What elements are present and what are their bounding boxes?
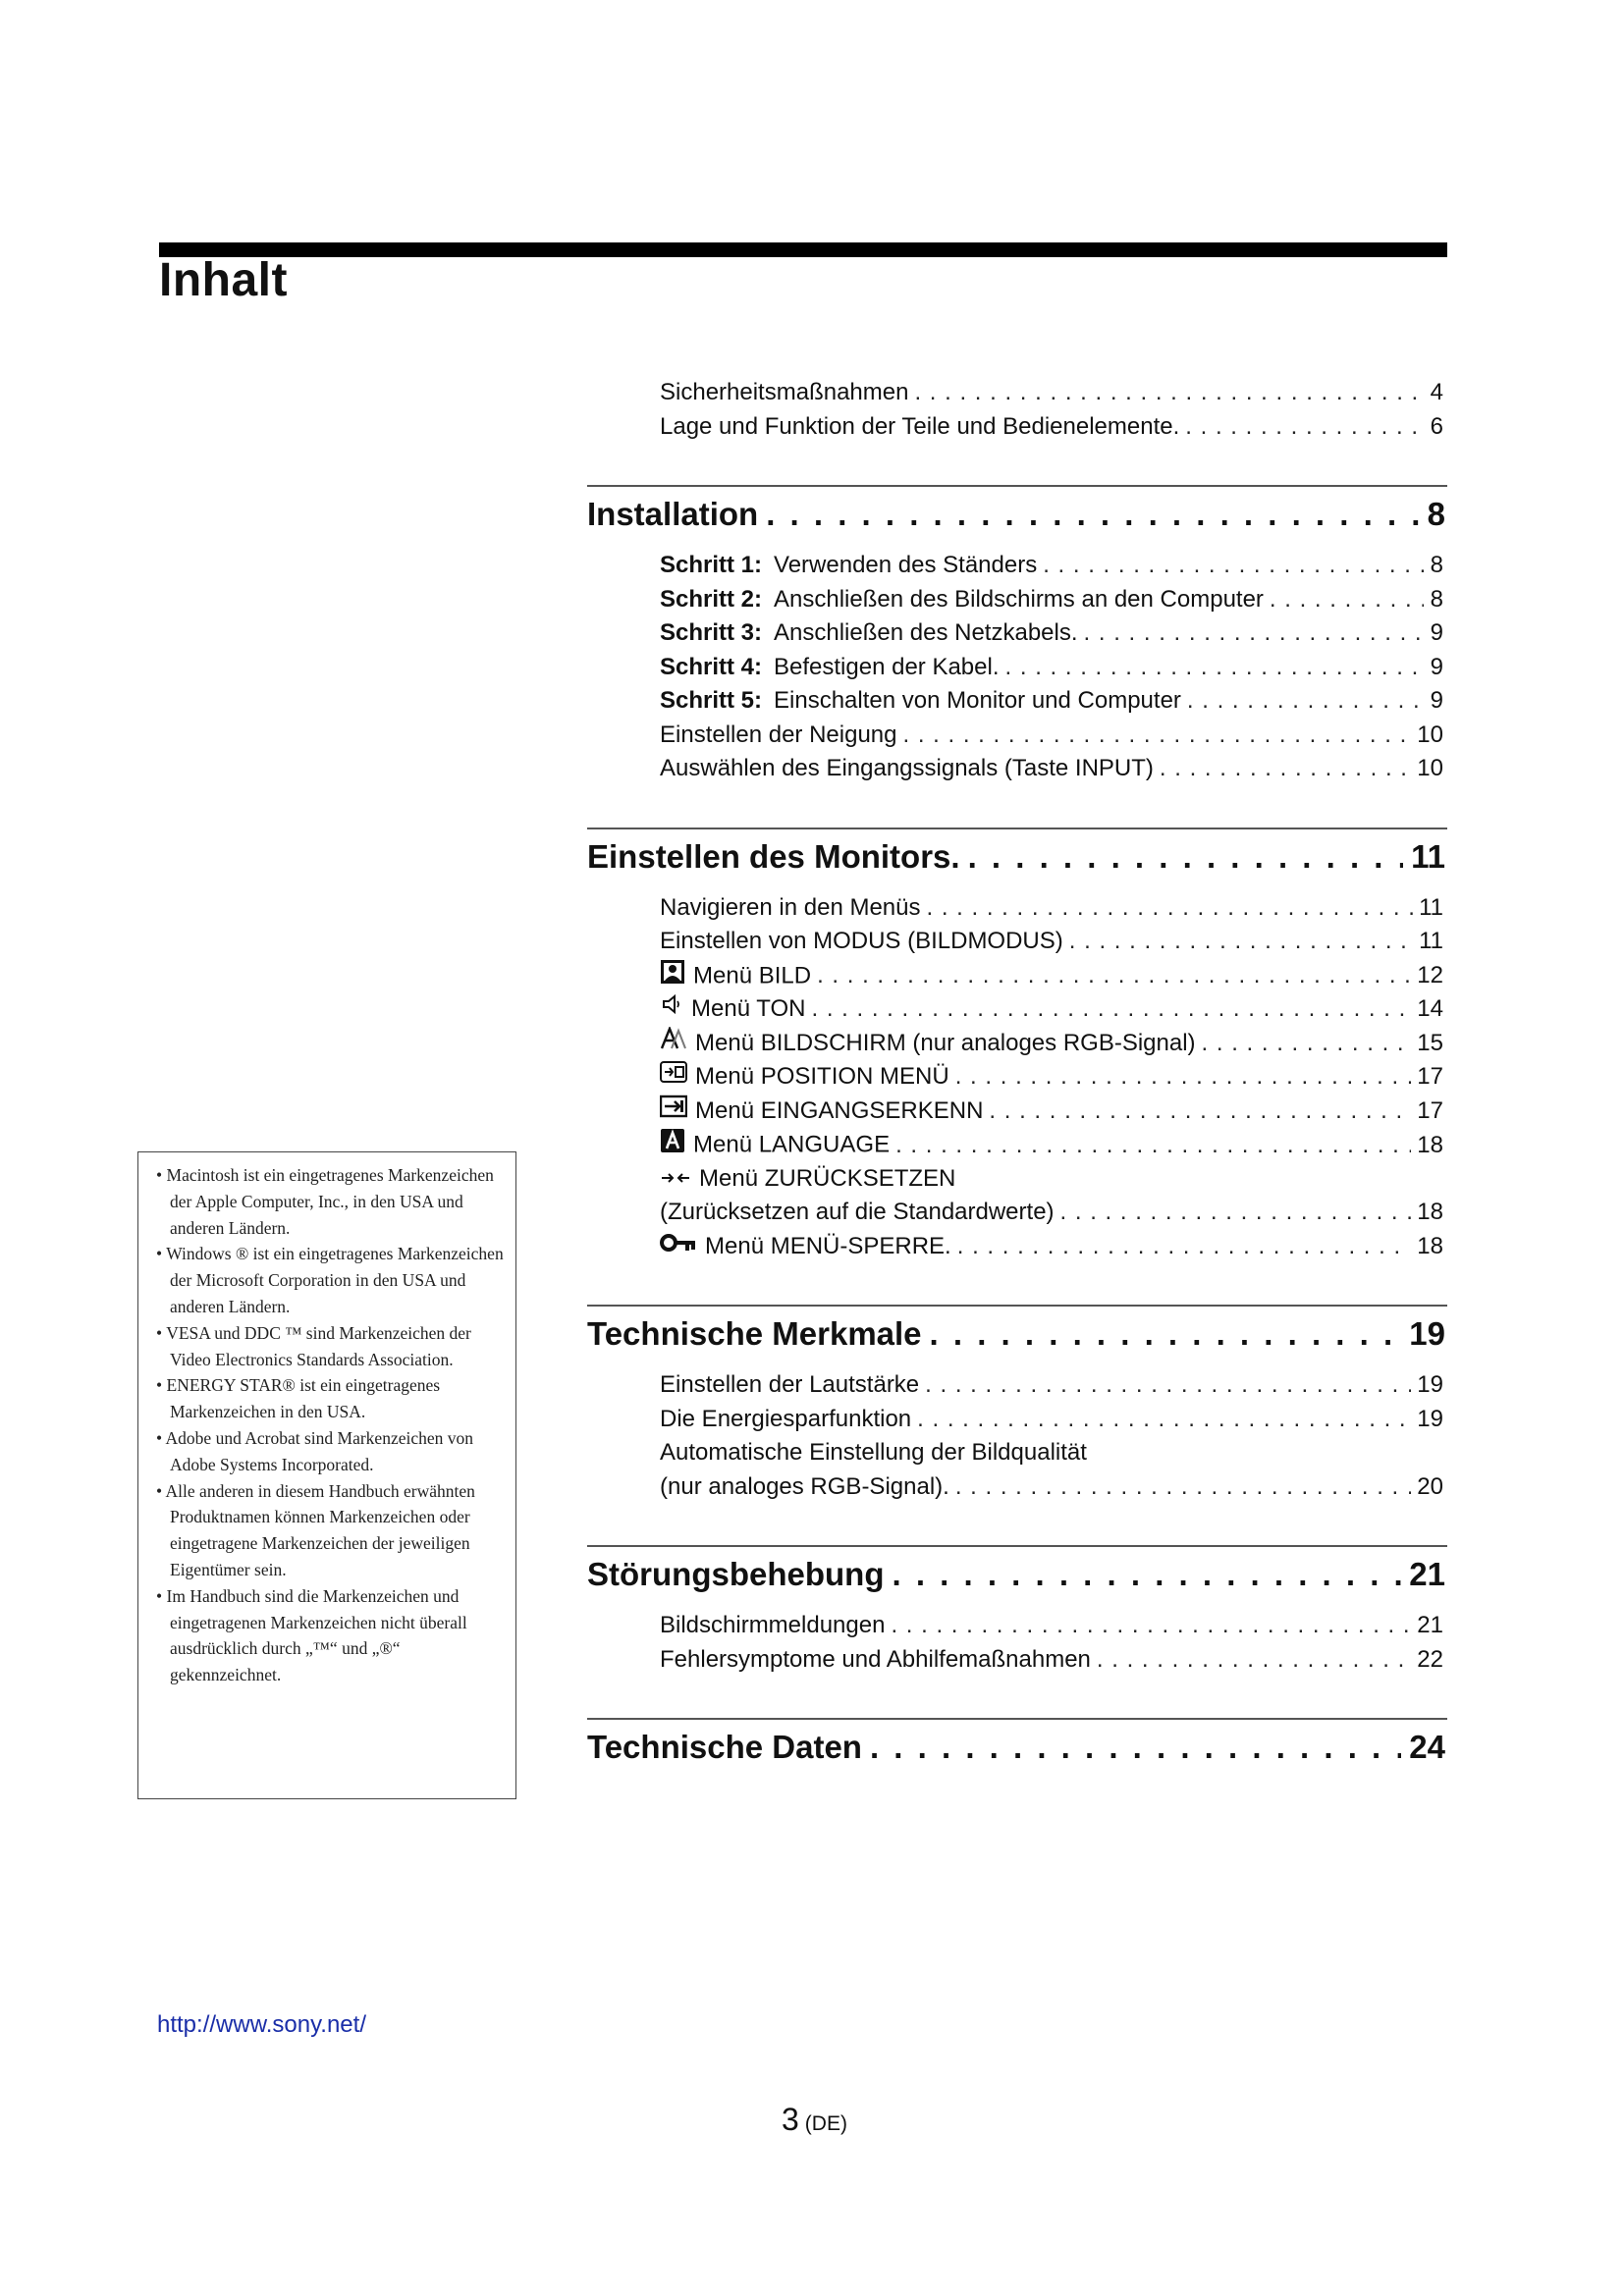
toc-entry-text: Menü POSITION MENÜ (695, 1063, 949, 1090)
toc-page-number: 19 (1417, 1405, 1443, 1432)
toc-entry-text: Einstellen von MODUS (BILDMODUS) (660, 928, 1063, 954)
dot-leader (1043, 549, 1424, 583)
reset-icon (660, 1162, 691, 1197)
trademark-list (152, 1162, 506, 1688)
toc-entry-text: Anschließen des Bildschirms an den Computer (774, 585, 1264, 613)
toc-entry-label (660, 583, 1264, 617)
toc-entry-label (660, 1128, 890, 1164)
toc-entry[interactable] (587, 752, 1447, 786)
toc-entry-text: Fehlersymptome und Abhilfemaßnahmen (660, 1645, 1091, 1673)
toc-entry-text: Menü BILD (693, 962, 812, 989)
toc-entry-text: Menü TON (691, 995, 806, 1022)
toc-entry-text: Menü MENÜ-SPERRE. (705, 1232, 951, 1259)
toc-page-number: 9 (1430, 653, 1443, 680)
trademark-item: • Adobe und Acrobat sind Markenzeichen von Adobe Systems Incorporated. (152, 1425, 506, 1478)
toc-entry-text: Einschalten von Monitor und Computer (774, 687, 1181, 714)
section-title: Einstellen des Monitors. (587, 837, 960, 875)
toc-entry[interactable] (587, 410, 1447, 445)
toc-entry-text: Lage und Funktion der Teile und Bedienelemente. (660, 412, 1180, 440)
toc-entry-label (660, 752, 1154, 786)
toc-entry-label (660, 376, 908, 410)
toc-entry[interactable] (587, 1095, 1447, 1129)
trademark-item: • Im Handbuch sind die Markenzeichen und eingetragenen Markenzeichen nicht überall ausdrücklich durch „™“ und „®“ gekennzeichnet. (152, 1583, 506, 1688)
toc-page-number: 10 (1417, 721, 1443, 748)
toc-entry[interactable] (587, 1196, 1447, 1230)
toc-entry-label (660, 651, 1000, 685)
trademark-item: • Macintosh ist ein eingetragenes Markenzeichen der Apple Computer, Inc., in den USA und anderen Ländern. (152, 1162, 506, 1241)
toc-entry-label (660, 549, 1037, 583)
step-number: Schritt 2: (660, 585, 763, 613)
toc-entry-text: Bildschirmmeldungen (660, 1612, 886, 1638)
dot-leader (870, 1723, 1401, 1772)
toc-entry-text: (nur analoges RGB-Signal). (660, 1472, 949, 1500)
trademark-item: • Alle anderen in diesem Handbuch erwähnten Produktnamen können Markenzeichen oder eingetragene Markenzeichen der jeweiligen Eigentümer sein. (152, 1478, 506, 1583)
dot-leader (812, 992, 1412, 1027)
dot-leader (766, 490, 1419, 539)
toc-page-number: 19 (1417, 1371, 1443, 1398)
screen-menu-icon (660, 1027, 687, 1061)
section-page-number: 19 (1409, 1315, 1445, 1352)
toc-entry-label (660, 1196, 1055, 1230)
page-number (782, 2102, 847, 2138)
toc-entry[interactable] (587, 549, 1447, 583)
title-rule (159, 242, 1447, 257)
dot-leader (895, 1129, 1411, 1163)
toc-entry-text: Auswählen des Eingangssignals (Taste INPUT) (660, 755, 1154, 781)
section-page-number: 24 (1409, 1729, 1445, 1765)
toc-entry-label (660, 1609, 885, 1643)
position-menu-icon (660, 1060, 687, 1095)
section-page-number: 11 (1411, 837, 1445, 875)
dot-leader (1097, 1643, 1411, 1678)
section-heading[interactable] (587, 1550, 1447, 1599)
toc-entry-label (660, 891, 921, 926)
toc-entry-text: Menü EINGANGSERKENN (695, 1096, 984, 1124)
toc-entry-label (660, 719, 897, 753)
dot-leader (1202, 1027, 1412, 1061)
toc-page-number: 21 (1417, 1612, 1443, 1638)
dot-leader (1160, 752, 1411, 786)
toc-section (587, 828, 1447, 1264)
toc-entry[interactable] (587, 684, 1447, 719)
toc-page-number: 8 (1430, 552, 1443, 578)
dot-leader (903, 719, 1412, 753)
toc-entry-label (660, 1436, 1087, 1470)
toc-entry[interactable] (587, 925, 1447, 959)
toc-page-number: 15 (1417, 1029, 1443, 1056)
toc-entry[interactable] (587, 1436, 1447, 1470)
toc-section (587, 1545, 1447, 1677)
toc-entry[interactable] (587, 1162, 1447, 1197)
toc-entry-text: Menü ZURÜCKSETZEN (699, 1164, 956, 1192)
dot-leader (1084, 616, 1424, 651)
key-icon (660, 1230, 697, 1264)
dot-leader (955, 1060, 1412, 1095)
toc-entry-text: Einstellen der Neigung (660, 721, 897, 748)
toc-page-number: 17 (1417, 1096, 1443, 1124)
trademark-notice-box (137, 1151, 516, 1799)
toc-page-number: 4 (1430, 379, 1443, 405)
toc-entry-text: Menü LANGUAGE (693, 1131, 891, 1158)
picture-menu-icon (660, 959, 685, 995)
section-heading[interactable] (587, 1723, 1447, 1772)
toc-entry-text: Verwenden des Ständers (774, 552, 1038, 578)
toc-entry-text: Navigieren in den Menüs (660, 893, 921, 921)
toc-page-number: 9 (1430, 619, 1443, 646)
section-page-number: 21 (1409, 1556, 1445, 1592)
toc-entry-text: Automatische Einstellung der Bildqualität (660, 1439, 1087, 1466)
dot-leader (917, 1403, 1411, 1437)
toc-page-number: 20 (1417, 1472, 1443, 1500)
toc-entry-text: (Zurücksetzen auf die Standardwerte) (660, 1199, 1055, 1225)
toc-entry[interactable] (587, 1230, 1447, 1264)
toc-entry-label (660, 1368, 919, 1403)
toc-entry[interactable] (587, 1027, 1447, 1061)
toc-page-number: 22 (1417, 1645, 1443, 1673)
dot-leader (957, 1230, 1412, 1264)
toc-entry-label (660, 1162, 955, 1197)
toc-page-number: 14 (1417, 995, 1443, 1022)
dot-leader (1069, 925, 1413, 959)
dot-leader (989, 1095, 1411, 1129)
dot-leader (1187, 684, 1424, 719)
toc-page-number: 10 (1417, 755, 1443, 781)
toc-page-number: 18 (1417, 1199, 1443, 1225)
toc-entry[interactable] (587, 1060, 1447, 1095)
toc-entry[interactable] (587, 719, 1447, 753)
speaker-icon (660, 992, 683, 1027)
toc-entry-label (660, 410, 1179, 445)
table-of-contents (587, 376, 1447, 1782)
dot-leader (968, 832, 1404, 881)
section-title: Installation (587, 496, 759, 532)
dot-leader (1060, 1196, 1412, 1230)
dot-leader (1185, 410, 1424, 445)
page-title: Inhalt (159, 254, 288, 306)
toc-page-number: 11 (1419, 928, 1443, 954)
toc-entry-label (660, 1027, 1196, 1061)
toc-entry[interactable] (587, 992, 1447, 1027)
toc-entry-text: Einstellen der Lautstärke (660, 1371, 920, 1398)
toc-entry-text: Befestigen der Kabel. (774, 653, 1000, 680)
toc-entry-label (660, 1095, 983, 1129)
toc-entry[interactable] (587, 959, 1447, 993)
toc-entry-label (660, 1643, 1091, 1678)
toc-entry-text: Die Energiesparfunktion (660, 1405, 912, 1432)
toc-entry[interactable] (587, 891, 1447, 926)
toc-page-number: 11 (1419, 893, 1443, 921)
toc-entry-label (660, 1060, 949, 1095)
step-number: Schritt 4: (660, 653, 763, 680)
toc-page-number: 12 (1417, 962, 1443, 989)
step-number: Schritt 1: (660, 552, 763, 578)
toc-entry[interactable] (587, 1470, 1447, 1505)
page-language-code: (DE) (804, 2112, 847, 2135)
toc-entry-label (660, 1230, 951, 1264)
dot-leader (925, 1368, 1411, 1403)
toc-section (587, 1305, 1447, 1504)
dot-leader (892, 1550, 1401, 1599)
toc-section (587, 485, 1447, 786)
toc-entry-text: Sicherheitsmaßnahmen (660, 379, 909, 405)
section-title: Technische Daten (587, 1729, 862, 1765)
toc-page-number: 9 (1430, 687, 1443, 714)
toc-entry[interactable] (587, 583, 1447, 617)
toc-page-number: 18 (1417, 1131, 1443, 1158)
toc-entry[interactable] (587, 1403, 1447, 1437)
toc-page-number: 17 (1417, 1063, 1443, 1090)
toc-entry-label (660, 1403, 911, 1437)
toc-entry-label (660, 959, 811, 995)
toc-page-number: 6 (1430, 412, 1443, 440)
dot-leader (817, 959, 1411, 993)
section-heading[interactable] (587, 1309, 1447, 1359)
section-heading[interactable] (587, 832, 1447, 881)
toc-page-number: 8 (1430, 585, 1443, 613)
dot-leader (1005, 651, 1424, 685)
toc-entry[interactable] (587, 1128, 1447, 1162)
toc-entry[interactable] (587, 1643, 1447, 1678)
trademark-item: • ENERGY STAR® ist ein eingetragenes Markenzeichen in den USA. (152, 1372, 506, 1425)
toc-entry-label (660, 1470, 949, 1505)
dot-leader (927, 891, 1414, 926)
toc-entry-text: Anschließen des Netzkabels. (774, 619, 1078, 646)
section-page-number: 8 (1427, 496, 1445, 532)
toc-entry[interactable] (587, 651, 1447, 685)
step-number: Schritt 3: (660, 619, 763, 646)
input-sensing-icon (660, 1095, 687, 1129)
toc-entry-text: Menü BILDSCHIRM (nur analoges RGB-Signal) (695, 1029, 1196, 1056)
toc-entry-label (660, 616, 1078, 651)
dot-leader (891, 1609, 1411, 1643)
toc-page-number: 18 (1417, 1232, 1443, 1259)
dot-leader (955, 1470, 1411, 1505)
toc-entry-label (660, 684, 1181, 719)
toc-section (587, 1718, 1447, 1772)
sony-website-link[interactable]: http://www.sony.net/ (157, 2011, 366, 2038)
language-icon (660, 1128, 685, 1164)
trademark-item: • VESA und DDC ™ sind Markenzeichen der Video Electronics Standards Association. (152, 1320, 506, 1373)
step-number: Schritt 5: (660, 687, 763, 714)
dot-leader (930, 1309, 1402, 1359)
dot-leader (1270, 583, 1424, 617)
toc-entry[interactable] (587, 376, 1447, 410)
trademark-item: • Windows ® ist ein eingetragenes Markenzeichen der Microsoft Corporation in den USA und anderen Ländern. (152, 1241, 506, 1319)
toc-entry-label (660, 992, 806, 1027)
toc-entry[interactable] (587, 1368, 1447, 1403)
section-heading[interactable] (587, 490, 1447, 539)
toc-entry-label (660, 925, 1063, 959)
section-title: Technische Merkmale (587, 1315, 922, 1352)
page-number-value: 3 (782, 2102, 799, 2137)
toc-entry[interactable] (587, 1609, 1447, 1643)
dot-leader (914, 376, 1424, 410)
toc-entry[interactable] (587, 616, 1447, 651)
section-title: Störungsbehebung (587, 1556, 885, 1592)
